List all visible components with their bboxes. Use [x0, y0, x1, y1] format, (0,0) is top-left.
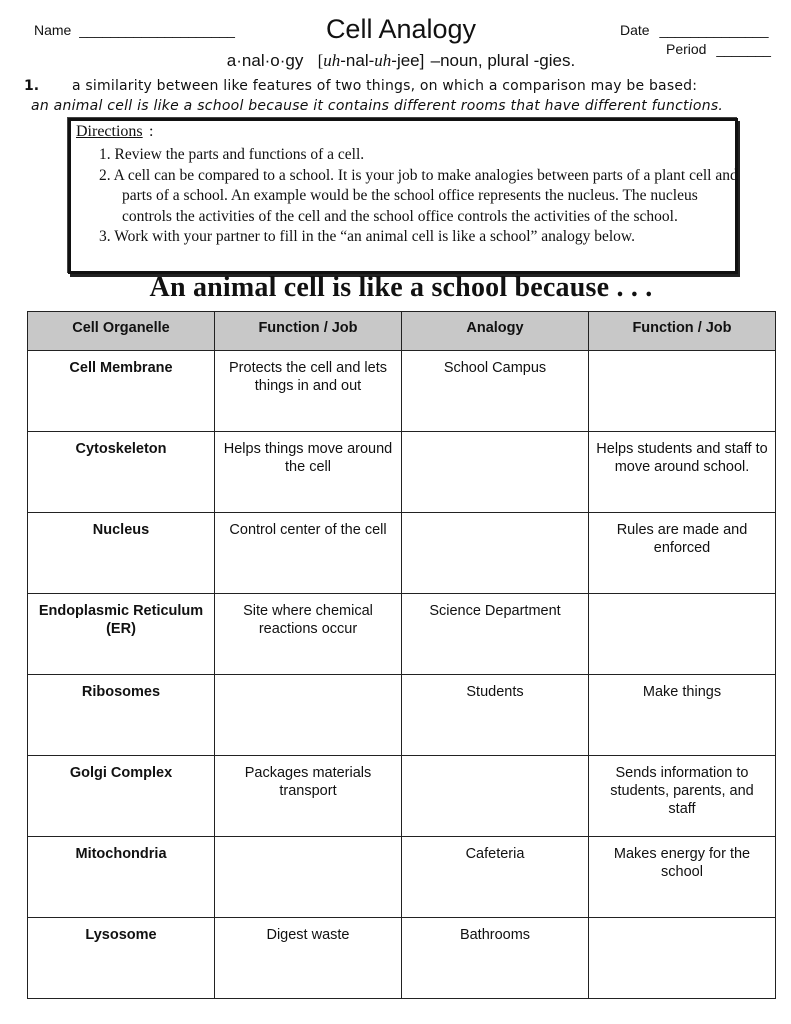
analogy-function-cell[interactable]: Make things [589, 675, 776, 756]
organelle-cell: Golgi Complex [28, 756, 215, 837]
analogy-function-cell[interactable]: Helps students and staff to move around school. [589, 432, 776, 513]
function-cell[interactable]: Digest waste [215, 918, 402, 999]
date-label: Date [620, 22, 650, 38]
table-row [28, 351, 776, 432]
analogy-function-cell[interactable] [589, 918, 776, 999]
analogy-cell[interactable]: Students [402, 675, 589, 756]
function-cell[interactable]: Packages materials transport [215, 756, 402, 837]
organelle-cell: Ribosomes [28, 675, 215, 756]
name-label: Name [34, 22, 72, 38]
table-row [28, 432, 776, 513]
analogy-cell[interactable] [402, 513, 589, 594]
organelle-cell: Cytoskeleton [28, 432, 215, 513]
analogy-function-cell[interactable]: Makes energy for the school [589, 837, 776, 918]
section-heading: An animal cell is like a school because . . . [149, 272, 653, 303]
period-label: Period [666, 41, 707, 57]
definition-word: a·nal·o·gy [226, 51, 304, 70]
table-row [28, 837, 776, 918]
analogy-cell[interactable]: School Campus [402, 351, 589, 432]
analogy-function-cell[interactable]: Sends information to students, parents, and staff [589, 756, 776, 837]
name-blank[interactable]: ____________________ [79, 22, 235, 38]
function-cell[interactable]: Site where chemical reactions occur [215, 594, 402, 675]
definition-line [0, 51, 791, 71]
directions-item: 1. Review the parts and functions of a cell. [99, 146, 365, 163]
directions-title: Directions [76, 123, 143, 140]
column-header-organelle: Cell Organelle [28, 312, 215, 351]
table-row [28, 594, 776, 675]
analogy-cell[interactable]: Bathrooms [402, 918, 589, 999]
definition-example: an animal cell is like a school because it contains different rooms that have different functions. [31, 98, 724, 114]
analogy-function-cell[interactable]: Rules are made and enforced [589, 513, 776, 594]
analogy-cell[interactable] [402, 432, 589, 513]
definition-meaning: a similarity between like features of two things, on which a comparison may be based: [72, 78, 698, 94]
page-title: Cell Analogy [325, 14, 477, 44]
directions-item: 3. Work with your partner to fill in the “an animal cell is like a school” analogy below. [99, 228, 635, 246]
directions-box [68, 118, 738, 274]
analogy-function-cell[interactable] [589, 351, 776, 432]
column-header-function: Function / Job [215, 312, 402, 351]
date-field[interactable] [620, 22, 768, 38]
organelle-cell: Mitochondria [28, 837, 215, 918]
table-row [28, 756, 776, 837]
organelle-cell: Endoplasmic Reticulum (ER) [28, 594, 215, 675]
function-cell[interactable] [215, 837, 402, 918]
column-header-analogy-function: Function / Job [589, 312, 776, 351]
organelle-cell: Nucleus [28, 513, 215, 594]
analogy-function-cell[interactable] [589, 594, 776, 675]
analogy-cell[interactable]: Cafeteria [402, 837, 589, 918]
function-cell[interactable]: Control center of the cell [215, 513, 402, 594]
column-header-analogy: Analogy [402, 312, 589, 351]
directions-list [99, 145, 739, 248]
function-cell[interactable]: Helps things move around the cell [215, 432, 402, 513]
function-cell[interactable] [215, 675, 402, 756]
part-of-speech: –noun, plural -gies. [430, 51, 576, 70]
directions-item: 2. A cell can be compared to a school. It is your job to make analogies between parts of a plant cell and parts of a school. An example would be the school office represents the nucleus. The nucleus controls the activities of the cell and the school office controls the activities of the school. [99, 166, 738, 225]
pronunciation: [uh-nal-uh-jee] [317, 51, 425, 70]
analogy-cell[interactable]: Science Department [402, 594, 589, 675]
table-row [28, 675, 776, 756]
function-cell[interactable]: Protects the cell and lets things in and out [215, 351, 402, 432]
directions-colon: : [149, 123, 154, 140]
definition-number: 1. [24, 78, 40, 94]
table-row [28, 513, 776, 594]
analogy-table [27, 311, 776, 999]
date-blank[interactable]: ______________ [659, 22, 769, 38]
organelle-cell: Cell Membrane [28, 351, 215, 432]
organelle-cell: Lysosome [28, 918, 215, 999]
period-blank[interactable]: _______ [716, 41, 771, 57]
table-row [28, 918, 776, 999]
analogy-cell[interactable] [402, 756, 589, 837]
table-header-row [28, 312, 776, 351]
